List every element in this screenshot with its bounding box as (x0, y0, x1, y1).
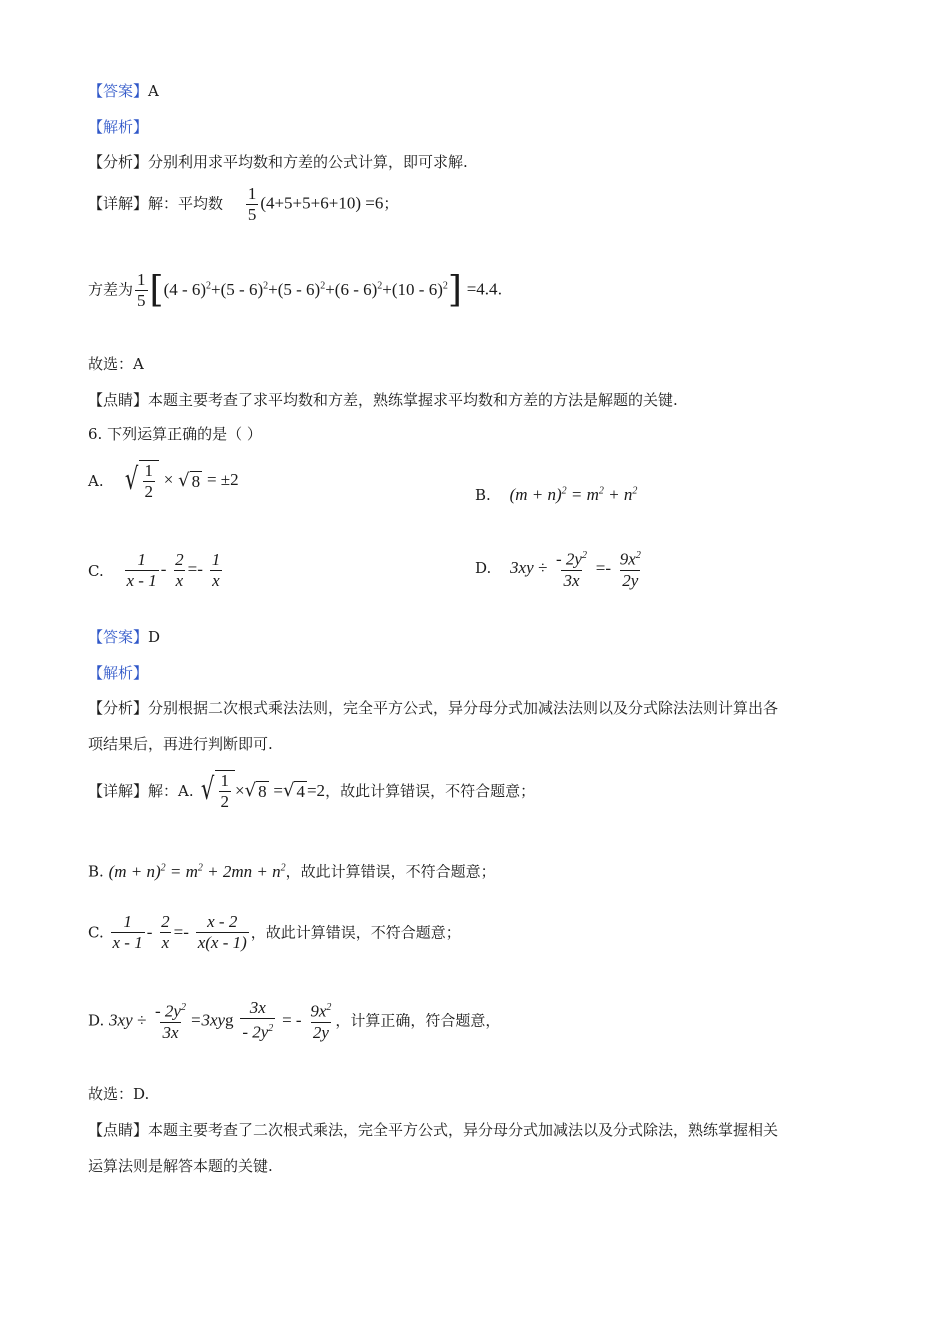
q6-detail-c: C. $\frac{1}{x - 1}$ - $\frac{2}{x}$ =- $\frac{x - 2}{x(x - 1)}$ ，故此计算错误，不符合题意； (88, 912, 461, 952)
q5-mean-line (88, 184, 398, 225)
q5-choice: 故选：A (88, 355, 144, 373)
sqrt-4: √ 4 (282, 779, 305, 801)
option-a-rhs: = ±2 (206, 470, 239, 489)
q6-stem: 6. 下列运算正确的是（ ） (88, 425, 262, 443)
mean-fraction: $\frac{1}{5}$ (247, 184, 257, 224)
q5-dianjing (88, 390, 678, 410)
answer-tag: 【答案】 (88, 628, 149, 646)
option-d-label: D. (475, 559, 492, 578)
q6-detail-b: B. $(m + n)^2 = m^2 + 2mn + n^2$，故此计算错误，不符合题意； (88, 861, 496, 881)
option-d: D. 3xy ÷ $\frac{- 2y^2}{3x}$ =- $\frac{9x^2}{2y}$ (475, 546, 645, 591)
option-c-label: C. (88, 561, 104, 580)
q6-dianjing-1 (88, 1120, 778, 1140)
c-frac-3: $\frac{1}{x}$ (211, 550, 221, 590)
q5-answer (88, 81, 159, 101)
answer-tag: 【答案】 (88, 82, 149, 100)
fenxi-tag: 【分析】 (88, 699, 149, 717)
sqrt-8: √ 8 (178, 469, 201, 491)
option-b: B. $(m + n)^2 = m^2 + n^2$ (475, 485, 638, 504)
q6-choice: 故选：D. (88, 1085, 150, 1103)
answer-value: D (148, 628, 161, 646)
variance-prefix: 方差为 (88, 280, 134, 299)
q6-detail-a: 【详解】解：A. √ $\frac{1}{2}$ × √ 8 = √ 4 =2，故此计算错误，不符合题意； (88, 771, 536, 811)
q5-fenxi (88, 152, 468, 172)
q6-fenxi-2: 项结果后，再进行判断即可. (88, 735, 273, 753)
variance-term: (4 - 6)$^2$+(5 - 6)$^2$+(5 - 6)$^2$+(6 - 6)$^2$+(10 - 6)$^2$ (163, 279, 448, 299)
option-a: A. √ $\frac{1}{2}$ × √ 8 = ±2 (88, 461, 239, 501)
dianjing-tag: 【点睛】 (88, 391, 149, 409)
q6-detail-d: D. 3xy ÷ $\frac{- 2y^2}{3x}$ =3xyg $\frac{3x}{- 2y^2}$ = - $\frac{9x^2}{2y}$ ，计算正确，符合题意， (88, 998, 501, 1042)
xiangjie-tag: 【详解】 (88, 194, 149, 213)
sqrt-half: √ $\frac{1}{2}$ (198, 770, 235, 812)
q5-variance-line: 方差为 $\frac{1}{5}$ [(4 - 6)$^2$+(5 - 6)$^2$+(5 - 6)$^2$+(6 - 6)$^2$+(10 - 6)$^2$] =4.4. (88, 269, 503, 311)
xiangjie-tag: 【详解】 (88, 782, 149, 800)
q6-fenxi-1 (88, 698, 778, 718)
variance-fraction: $\frac{1}{5}$ (137, 270, 146, 310)
c-frac-1: $\frac{1}{x - 1}$ (126, 550, 157, 590)
option-a-label: A. (88, 472, 104, 490)
q6-analysis-tag: 【解析】 (88, 664, 149, 682)
option-c: C. $\frac{1}{x - 1}$ - $\frac{2}{x}$ =- $\frac{1}{x}$ (88, 550, 221, 590)
option-b-label: B. (475, 486, 491, 504)
variance-end: . (497, 280, 503, 299)
dianjing-text: 本题主要考查了求平均数和方差，熟练掌握求平均数和方差的方法是解题的关键. (148, 391, 678, 409)
fenxi-tag: 【分析】 (88, 153, 149, 171)
dianjing-line-1: 本题主要考查了二次根式乘法，完全平方公式，异分母分式加减法以及分式除法，熟练掌握相关 (148, 1121, 779, 1139)
c-frac-2: $\frac{2}{x}$ (175, 550, 184, 590)
dianjing-tag: 【点睛】 (88, 1121, 149, 1139)
variance-result: =4.4 (466, 279, 498, 299)
sqrt-8: √ 8 (244, 779, 267, 801)
mean-expression: (4+5+5+6+10) =6 (260, 193, 384, 213)
d-frac-1: $\frac{- 2y^2}{3x}$ (556, 549, 587, 590)
q5-analysis-tag: 【解析】 (88, 118, 149, 136)
d-frac-2: $\frac{9x^2}{2y}$ (619, 549, 641, 590)
mean-end: ； (383, 194, 399, 213)
fenxi-line-1: 分别根据二次根式乘法法则，完全平方公式，异分母分式加减法法则以及分式除法法则计算出各 (148, 699, 779, 717)
sqrt-half: √ $\frac{1}{2}$ (122, 460, 159, 502)
q6-dianjing-2: 运算法则是解答本题的关键. (88, 1157, 273, 1175)
answer-value: A (148, 82, 159, 100)
mean-prefix: 解：平均数 (148, 194, 224, 213)
q6-answer (88, 627, 160, 647)
fenxi-text: 分别利用求平均数和方差的公式计算，即可求解. (148, 153, 468, 171)
